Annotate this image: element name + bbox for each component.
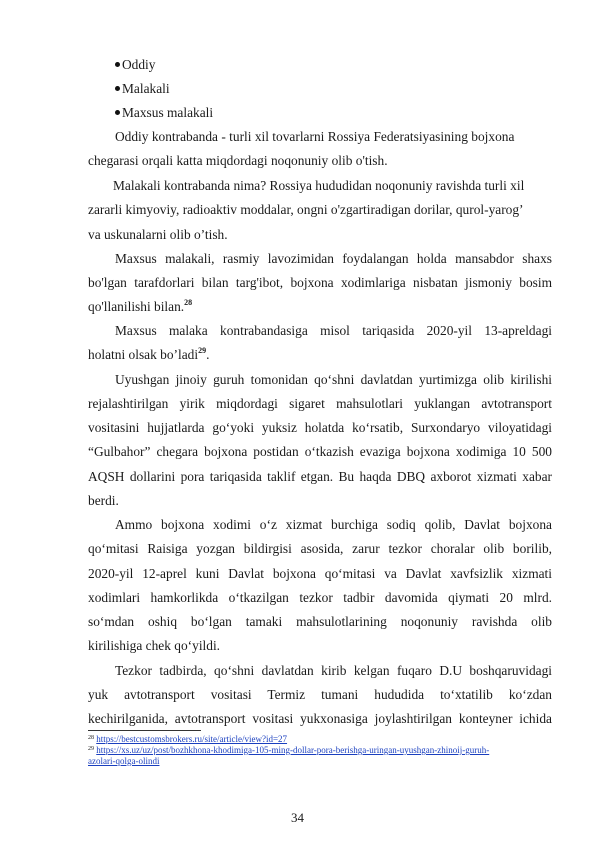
text-line: chegarasi orqali katta miqdordagi noqonuniy olib o'tish. — [88, 153, 388, 168]
text-line: va uskunalarni olib o’tish. — [88, 227, 228, 242]
text-line: holatni olsak bo’ladi$^{29}$. — [88, 346, 210, 362]
bullet-item: Oddiy — [115, 57, 155, 73]
text-line: qo'llanilishi bilan.$^{28}$ — [88, 298, 193, 314]
text-line: kirilishiga chek qo‘yildi. — [88, 638, 221, 653]
text-line: 2020-yil 12-aprel kuni Davlat bojxona qo‘mitasi va Davlat xavfsizlik xizmati — [88, 566, 552, 581]
text-line: AQSH dollarini pora tariqasida taklif etgan. Bu haqda DBQ axborot xizmati xabar — [88, 469, 552, 484]
bullet-item: Maxsus malakali — [115, 105, 213, 121]
text-line: Oddiy kontrabanda - turli xil tovarlarni Rossiya Federatsiyasining bojxona — [115, 129, 515, 144]
text-line: Uyushgan jinoiy guruh tomonidan qo‘shni davlatdan yurtimizga olib kirilishi — [115, 372, 552, 387]
footnote-link[interactable]: azolari-qolga-olindi — [88, 756, 160, 766]
text-line: so‘mdan oshiq bo‘lgan tamaki mahsulotlarining noqonuniy ravishda olib — [88, 614, 552, 629]
footnote-continuation — [88, 756, 159, 767]
footnote-ref: 28 — [184, 298, 193, 307]
text-line: kechirilganida, avtotransport vositasi yukxonasiga joylashtirilgan konteyner ichida — [88, 711, 552, 726]
text-line: “Gulbahor” chegara bojxona postidan o‘tkazish evaziga bojxona xodimiga 10 500 — [88, 444, 552, 459]
text-line: yuk avtotransport vositasi Termiz tumani hududida to‘xtatilib ko‘zdan — [88, 687, 552, 702]
text-line: Malakali kontrabanda nima? Rossiya hududidan noqonuniy ravishda turli xil — [113, 178, 525, 193]
text-line: Tezkor tadbirda, qo‘shni davlatdan kirib kelgan fuqaro D.U boshqaruvidagi — [115, 663, 552, 678]
text-line: Ammo bojxona xodimi o‘z xizmat burchiga sodiq qolib, Davlat bojxona — [115, 517, 552, 532]
text-line: rejalashtirilgan yirik miqdordagi sigaret mahsulotlari yuklangan avtotransport — [88, 396, 552, 411]
text-line: berdi. — [88, 493, 119, 508]
footnote-link[interactable]: https://xs.uz/uz/post/bozhkhona-khodimiga-105-ming-dollar-pora-berishga-uringan-uyushgan-zhinoij-guruh- — [96, 745, 490, 755]
bullet-dot-icon — [115, 62, 120, 67]
text-line: Maxsus malakali, rasmiy lavozimidan foydalangan holda mansabdor shaxs — [115, 251, 552, 266]
footnote-link[interactable]: https://bestcustomsbrokers.ru/site/article/view?id=27 — [96, 734, 288, 744]
footnote-ref: 29 — [198, 346, 207, 355]
bullet-dot-icon — [115, 86, 120, 91]
footnote: $^{29}$ https://xs.uz/uz/post/bozhkhona-khodimiga-105-ming-dollar-pora-berishga-uringan-uyushgan-zhinoij-guruh- — [88, 745, 490, 755]
text-line: qo‘mitasi Raisiga yozgan bildirgisi asosida, zarur tezkor choralar olib borilib, — [88, 541, 552, 556]
text-line: vositasini hujjatlarda go‘yoki yuksiz holatda ko‘rsatib, Surxondaryo viloyatidagi — [88, 420, 552, 435]
text-line: Maxsus malaka kontrabandasiga misol tariqasida 2020-yil 13-apreldagi — [115, 323, 552, 338]
footnote: $^{28}$ https://bestcustomsbrokers.ru/site/article/view?id=27 — [88, 734, 288, 744]
text-line: xodimlari hamkorlikda o‘tkazilgan tezkor tadbir davomida qiymati 20 mlrd. — [88, 590, 552, 605]
bullet-dot-icon — [115, 110, 120, 115]
bullet-item: Malakali — [115, 81, 170, 97]
page-number: 34 — [291, 810, 304, 825]
footnote-divider — [88, 730, 201, 731]
text-line: bo'lgan tarafdorlari bilan targ'ibot, bojxona xodimlariga nisbatan jismoniy bosim — [88, 275, 552, 290]
text-line: zararli kimyoviy, radioaktiv moddalar, ongni o'zgartiradigan dorilar, qurol-yarog’ — [88, 202, 524, 217]
